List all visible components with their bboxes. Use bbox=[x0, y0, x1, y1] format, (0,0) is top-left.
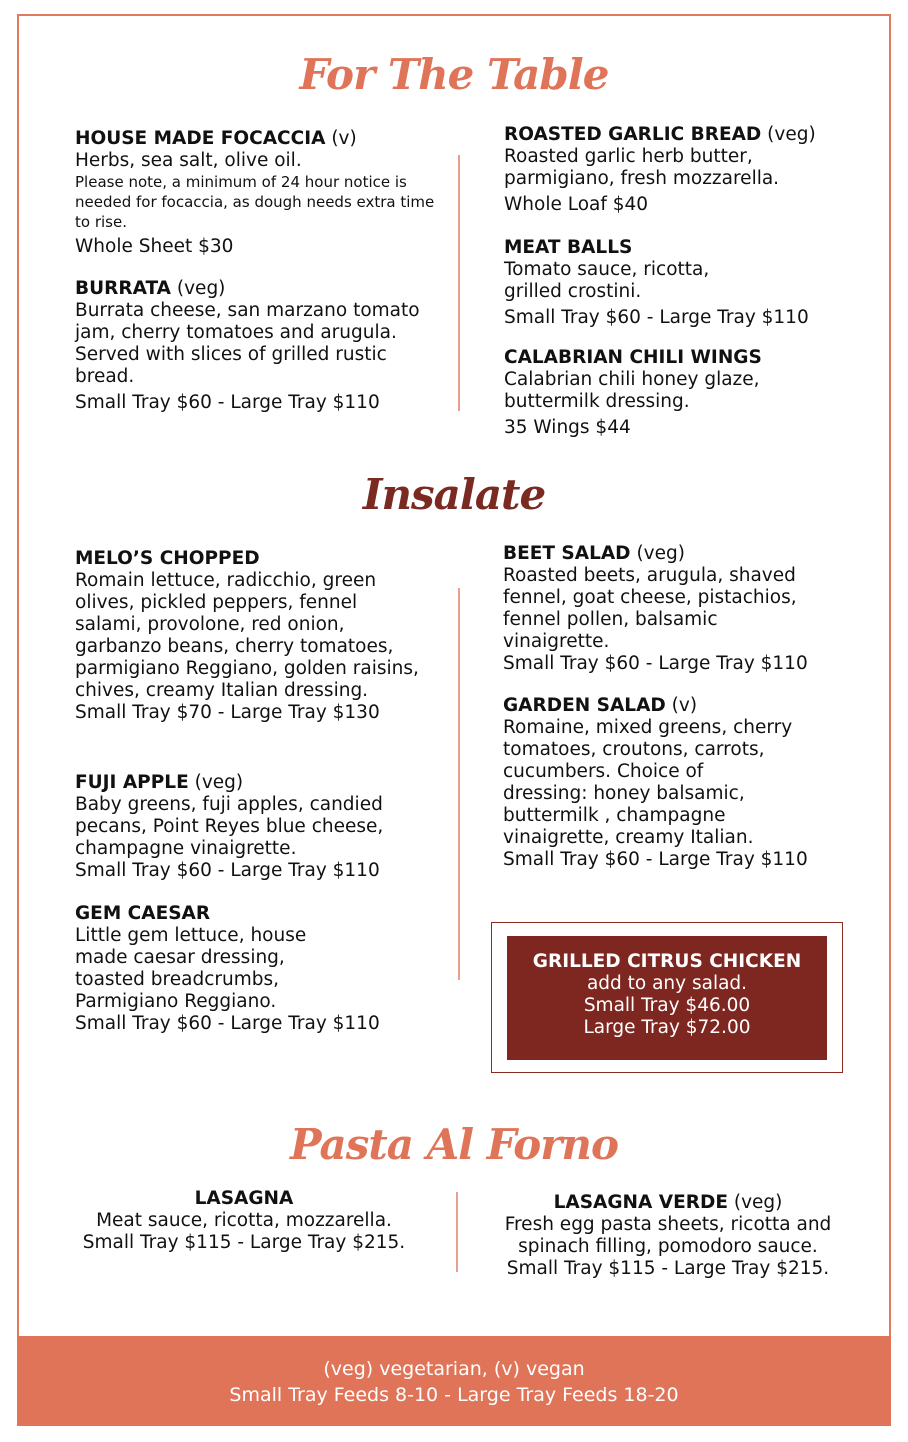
section-title-for-the-table: For The Table bbox=[299, 50, 609, 99]
item-tag: (veg) bbox=[636, 543, 685, 564]
item-price: Whole Sheet $30 bbox=[75, 236, 234, 257]
item-name: BEET SALAD bbox=[503, 543, 631, 564]
item-name: MEAT BALLS bbox=[504, 237, 633, 258]
section-title-insalate: Insalate bbox=[362, 470, 546, 519]
menu-item-beet-salad bbox=[503, 543, 843, 675]
section-title-pasta-al-forno: Pasta Al Forno bbox=[290, 1120, 618, 1169]
item-price: Small Tray $60 - Large Tray $110 bbox=[75, 1013, 380, 1034]
item-price: Small Tray $60 - Large Tray $110 bbox=[75, 860, 380, 881]
item-description: Baby greens, fuji apples, candied pecans, Point Reyes blue cheese, champagne vinaigrette. bbox=[75, 794, 384, 859]
item-description: Little gem lettuce, house made caesar dressing, toasted breadcrumbs, Parmigiano Reggiano. bbox=[75, 925, 307, 1012]
item-tag: (veg) bbox=[176, 278, 226, 299]
footer-tray-sizes: Small Tray Feeds 8-10 - Large Tray Feeds 18-20 bbox=[229, 1384, 679, 1406]
item-price: Small Tray $70 - Large Tray $130 bbox=[75, 702, 380, 723]
menu-item-garlic-bread bbox=[504, 124, 844, 216]
addon-chicken-box bbox=[507, 936, 827, 1060]
item-description: Roasted garlic herb butter, parmigiano, fresh mozzarella. bbox=[504, 146, 780, 189]
item-price: Small Tray $115 - Large Tray $215. bbox=[506, 1258, 830, 1279]
item-name: HOUSE MADE FOCACCIA bbox=[75, 128, 326, 149]
item-price: Whole Loaf $40 bbox=[504, 194, 649, 215]
menu-item-lasagna bbox=[64, 1188, 424, 1254]
item-name: BURRATA bbox=[75, 278, 171, 299]
menu-item-chili-wings bbox=[504, 347, 844, 439]
item-tag: (veg) bbox=[194, 772, 244, 793]
menu-item-burrata bbox=[75, 278, 435, 414]
item-note: Please note, a minimum of 24 hour notice is needed for focaccia, as dough needs extra time to rise. bbox=[75, 173, 435, 231]
item-price: Small Tray $60 - Large Tray $110 bbox=[504, 307, 809, 328]
item-description: Calabrian chili honey glaze, buttermilk dressing. bbox=[504, 369, 760, 412]
item-tag: (veg) bbox=[767, 124, 816, 145]
item-tag: (veg) bbox=[733, 1192, 783, 1213]
item-name: MELO’S CHOPPED bbox=[75, 548, 260, 569]
footer-legend bbox=[17, 1336, 891, 1426]
item-tag: (v) bbox=[671, 695, 698, 716]
column-divider bbox=[458, 588, 460, 980]
item-name: LASAGNA VERDE bbox=[553, 1192, 728, 1213]
item-price: Small Tray $60 - Large Tray $110 bbox=[503, 849, 808, 870]
item-description: Roasted beets, arugula, shaved fennel, goat cheese, pistachios, fennel pollen, balsamic vinaigrette. bbox=[503, 565, 797, 652]
item-price: Small Tray $60 - Large Tray $110 bbox=[503, 653, 808, 674]
addon-description: add to any salad. bbox=[586, 973, 748, 994]
menu-item-meat-balls bbox=[504, 237, 844, 329]
item-name: LASAGNA bbox=[194, 1188, 294, 1209]
addon-name: GRILLED CITRUS CHICKEN bbox=[532, 951, 802, 972]
item-description: Meat sauce, ricotta, mozzarella. bbox=[96, 1210, 392, 1231]
column-divider bbox=[458, 155, 460, 411]
item-description: Fresh egg pasta sheets, ricotta and spinach filling, pomodoro sauce. bbox=[504, 1214, 832, 1257]
item-name: GARDEN SALAD bbox=[503, 695, 666, 716]
item-name: FUJI APPLE bbox=[75, 772, 189, 793]
item-name: ROASTED GARLIC BREAD bbox=[504, 124, 762, 145]
item-name: CALABRIAN CHILI WINGS bbox=[504, 347, 762, 368]
column-divider bbox=[456, 1192, 458, 1272]
menu-item-lasagna-verde bbox=[478, 1192, 858, 1280]
menu-item-garden-salad bbox=[503, 695, 843, 871]
menu-item-melos-chopped bbox=[75, 548, 425, 724]
addon-large-price: Large Tray $72.00 bbox=[583, 1017, 751, 1038]
footer-diet-legend: (veg) vegetarian, (v) vegan bbox=[323, 1358, 585, 1380]
item-description: Herbs, sea salt, olive oil. bbox=[75, 150, 302, 171]
item-price: 35 Wings $44 bbox=[504, 417, 631, 438]
item-description: Tomato sauce, ricotta, grilled crostini. bbox=[504, 259, 710, 302]
item-price: Small Tray $115 - Large Tray $215. bbox=[82, 1232, 406, 1253]
item-name: GEM CAESAR bbox=[75, 903, 211, 924]
item-tag: (v) bbox=[331, 128, 357, 149]
menu-item-fuji-apple bbox=[75, 772, 425, 882]
menu-item-focaccia bbox=[75, 128, 435, 258]
menu-item-gem-caesar bbox=[75, 903, 425, 1035]
item-description: Romain lettuce, radicchio, green olives, pickled peppers, fennel salami, provolone, red onion, garbanzo beans, cherry tomatoes, parmigiano Reggiano, golden raisins, chives, creamy Italian dressing. bbox=[75, 570, 419, 701]
addon-small-price: Small Tray $46.00 bbox=[583, 995, 751, 1016]
item-description: Romaine, mixed greens, cherry tomatoes, croutons, carrots, cucumbers. Choice of dressing: honey balsamic, buttermilk , champagne vinaigrette, creamy Italian. bbox=[503, 717, 793, 848]
item-price: Small Tray $60 - Large Tray $110 bbox=[75, 392, 380, 413]
item-description: Burrata cheese, san marzano tomato jam, cherry tomatoes and arugula. Served with slices of grilled rustic bread. bbox=[75, 300, 420, 387]
